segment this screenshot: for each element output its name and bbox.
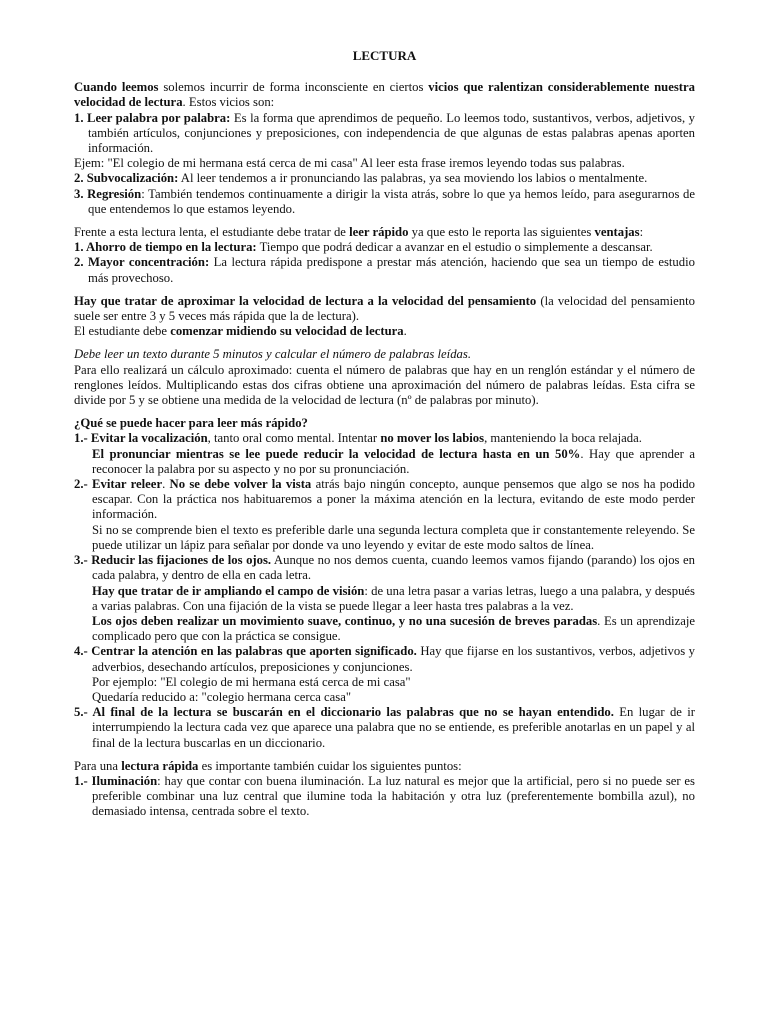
page-title: LECTURA (352, 48, 417, 63)
tip-4: 4.- Centrar la atención en las palabras que aporten significado. Hay que fijarse en los sustantivos, verbos, adjetivos y adverbios, desechando artículos, preposiciones y conjunciones. (74, 644, 696, 674)
speed-measure-line: El estudiante debe comenzar midiendo su velocidad de lectura. (74, 324, 407, 339)
intro-paragraph: Cuando leemos solemos incurrir de forma inconsciente en ciertos vicios que ralentizan considerablemente nuestra velocidad de lectura. Estos vicios son: (74, 80, 695, 110)
vice-2: 2. Subvocalización: Al leer tendemos a ir pronunciando las palabras, ya sea moviendo los labios o mentalmente. (74, 171, 648, 186)
tip-4-example-2: Quedaría reducido a: "colegio hermana cerca casa" (92, 689, 352, 704)
advantage-1: 1. Ahorro de tiempo en la lectura: Tiempo que podrá dedicar a avanzar en el estudio o simplemente a descansar. (74, 240, 653, 255)
vice-example: Ejem: "El colegio de mi hermana está cerca de mi casa" Al leer esta frase iremos leyendo todas sus palabras. (74, 156, 625, 171)
tip-2-detail: Si no se comprende bien el texto es preferible darle una segunda lectura completa que ir constantemente releyendo. Se puede utilizar un lápiz para señalar por donde va uno leyendo y evitar de este modo saltos de línea. (92, 522, 695, 552)
tip-3-detail-2: Los ojos deben realizar un movimiento suave, continuo, y no una sucesión de breves paradas. Es un aprendizaje complicado pero que con la práctica se consigue. (92, 613, 695, 644)
care-point-1: 1.- Iluminación: hay que contar con buena iluminación. La luz natural es mejor que la artificial, pero si no puede ser es preferible combinar una luz central que ilumine toda la habitación y otra luz (preferentemente bombilla azul), no demasiado intensa, centrada sobre el texto. (74, 773, 695, 819)
tip-3: 3.- Reducir las fijaciones de los ojos. Aunque no nos demos cuenta, cuando leemos vamos fijando (parando) los ojos en cada palabra, y dentro de ella en cada letra. (74, 553, 695, 583)
measure-paragraph: Para ello realizará un cálculo aproximado: cuenta el número de palabras que hay en un renglón estándar y el número de renglones leídos. Multiplicando estas dos cifras obtiene una aproximación del número de palabras leídas. Esta cifra se divide por 5 y se obtiene una medida de la velocidad de lectura (nº de palabras por minuto). (74, 362, 695, 408)
tip-4-example-1: Por ejemplo: "El colegio de mi hermana está cerca de mi casa" (92, 674, 411, 689)
tip-2: 2.- Evitar releer. No se debe volver la vista atrás bajo ningún concepto, aunque pensemos que algo se nos ha podido escapar. Con la práctica nos habituaremos a poner la máxima atención en la lectura, evitando de este modo perder información. (74, 477, 695, 522)
tip-5: 5.- Al final de la lectura se buscarán en el diccionario las palabras que no se hayan entendido. En lugar de ir interrumpiendo la lectura cada vez que aparece una palabra que no se entiende, es preferible anotarlas en un papel y al final de la lectura buscarlas en un diccionario. (74, 705, 695, 750)
measure-instruction: Debe leer un texto durante 5 minutos y calcular el número de palabras leídas. (74, 347, 471, 362)
vice-3: 3. Regresión: También tendemos continuamente a dirigir la vista atrás, sobre lo que ya hemos leído, para asegurarnos de que entendemos lo que estamos leyendo. (74, 186, 695, 216)
advantage-2: 2. Mayor concentración: La lectura rápida predispone a prestar más atención, haciendo que sea un tiempo de estudio más provechoso. (74, 255, 695, 285)
vice-1: 1. Leer palabra por palabra: Es la forma que aprendimos de pequeño. Lo leemos todo, sustantivos, verbos, adjetivos, y también artículos, conjunciones y preposiciones, con independencia de que algunas de estas palabras apenas aporten información. (74, 110, 695, 156)
tip-1: 1.- Evitar la vocalización, tanto oral como mental. Intentar no mover los labios, manteniendo la boca relajada. (74, 431, 642, 446)
tip-3-detail-1: Hay que tratar de ir ampliando el campo de visión: de una letra pasar a varias letras, luego a una palabra, y después a varias palabras. Con una fijación de la vista se puede llegar a leer hasta tres palabras a la vez. (92, 583, 695, 613)
care-intro: Para una lectura rápida es importante también cuidar los siguientes puntos: (74, 758, 462, 773)
faster-heading: ¿Qué se puede hacer para leer más rápido? (74, 416, 308, 431)
tip-1-detail: El pronunciar mientras se lee puede reducir la velocidad de lectura hasta en un 50%. Hay que aprender a reconocer la palabra por su aspecto y no por su pronunciación. (92, 446, 695, 476)
speed-paragraph: Hay que tratar de aproximar la velocidad de lectura a la velocidad del pensamiento (la velocidad del pensamiento suele ser entre 3 y 5 veces más rápida que la de lectura). (74, 293, 695, 324)
frente-paragraph: Frente a esta lectura lenta, el estudiante debe tratar de leer rápido ya que esto le reporta las siguientes ventajas: (74, 225, 644, 240)
